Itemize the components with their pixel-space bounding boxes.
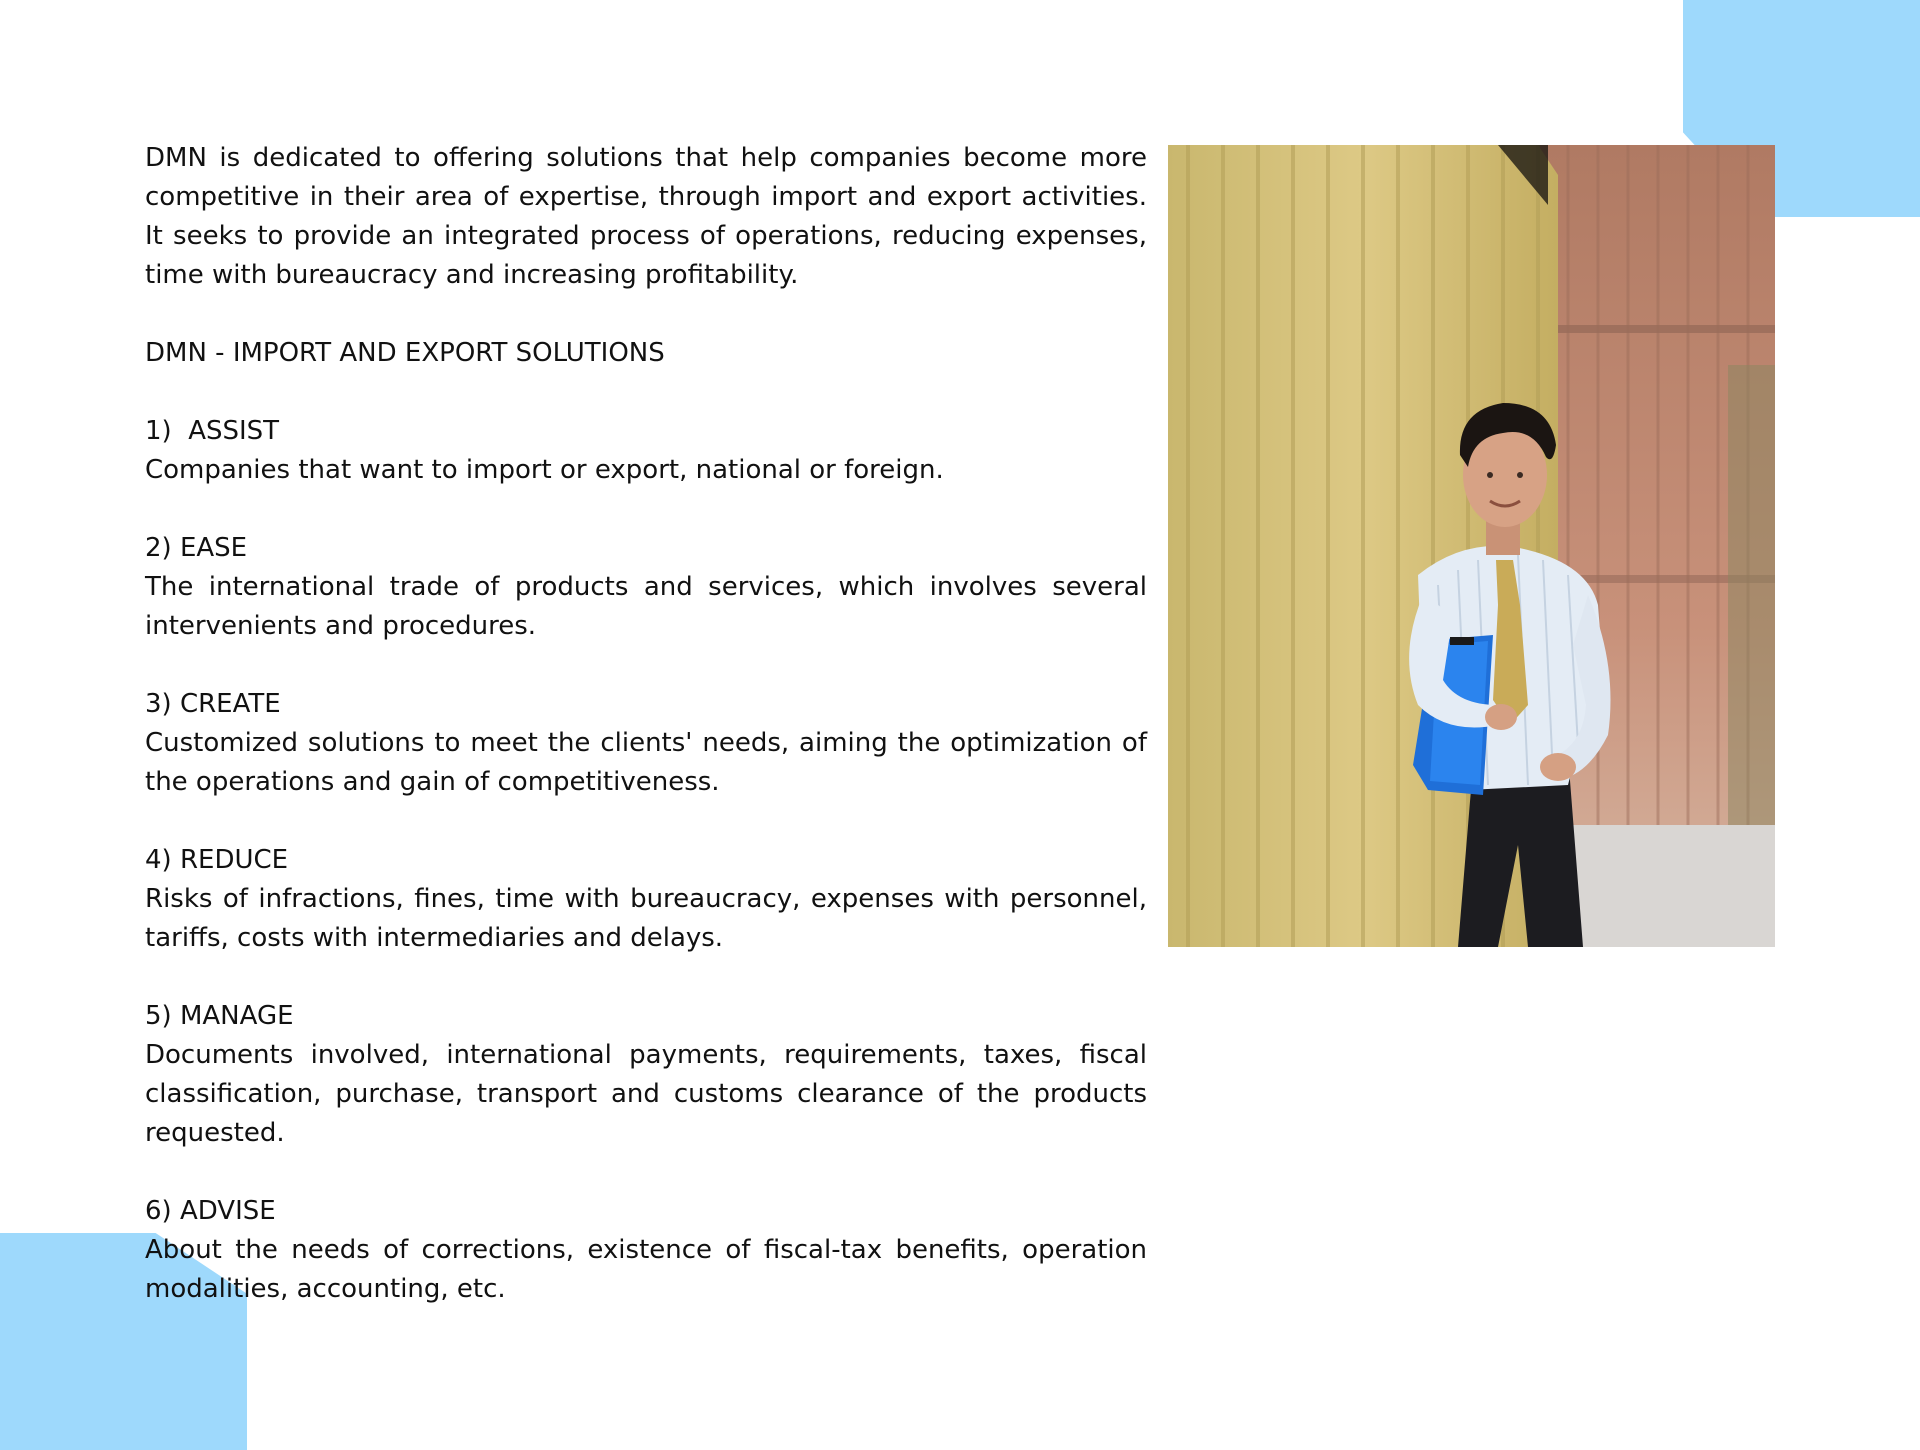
item-text: Companies that want to import or export, national or foreign.	[145, 455, 944, 485]
item-advise	[145, 1192, 1147, 1309]
section-title-text: DMN - IMPORT AND EXPORT SOLUTIONS	[145, 338, 665, 368]
section-title	[145, 334, 1147, 373]
item-text: Risks of infractions, fines, time with bureaucracy, expenses with personnel, tariffs, costs with intermediaries and delays.	[145, 884, 1147, 953]
item-heading: 6) ADVISE	[145, 1196, 276, 1226]
item-assist	[145, 412, 1147, 490]
item-manage	[145, 997, 1147, 1153]
item-heading: 2) EASE	[145, 533, 248, 563]
item-heading: 4) REDUCE	[145, 845, 289, 875]
item-create	[145, 685, 1147, 802]
item-heading: 3) CREATE	[145, 689, 281, 719]
item-heading: 5) MANAGE	[145, 1001, 294, 1031]
item-text: Customized solutions to meet the clients' needs, aiming the optimization of the operations and gain of competitiveness.	[145, 728, 1147, 797]
businessman-photo	[1168, 145, 1775, 947]
item-text: Documents involved, international payments, requirements, taxes, fiscal classification, purchase, transport and customs clearance of the products requested.	[145, 1040, 1147, 1148]
main-text	[145, 139, 1147, 1309]
item-ease	[145, 529, 1147, 646]
item-heading: 1) ASSIST	[145, 416, 280, 446]
intro-paragraph: DMN is dedicated to offering solutions that help companies become more competitive in their area of expertise, through import and export activities. It seeks to provide an integrated process of operations, reducing expenses, time with bureaucracy and increasing profitability.	[145, 143, 1147, 290]
item-text: About the needs of corrections, existence of fiscal-tax benefits, operation modalities, accounting, etc.	[145, 1235, 1147, 1304]
item-reduce	[145, 841, 1147, 958]
item-text: The international trade of products and services, which involves several intervenients and procedures.	[145, 572, 1147, 641]
